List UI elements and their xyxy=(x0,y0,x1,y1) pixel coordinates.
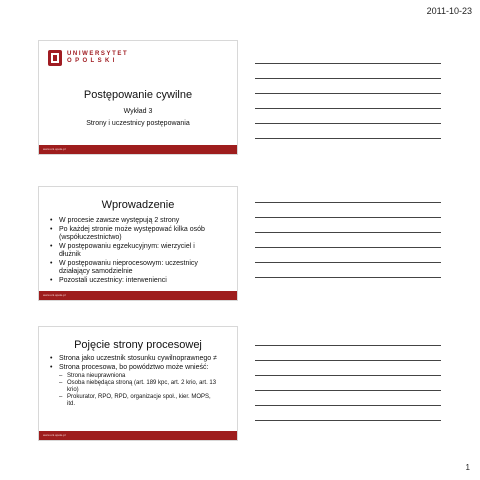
notes-line xyxy=(255,93,441,94)
page-number: 1 xyxy=(465,463,470,472)
slide-title: Wprowadzenie xyxy=(101,199,175,211)
notes-line xyxy=(255,63,441,64)
notes-lines-3 xyxy=(255,345,441,435)
notes-lines-2 xyxy=(255,202,441,292)
slide-footer-url: www.uni.opole.pl xyxy=(43,433,66,437)
slide-footer-url: www.uni.opole.pl xyxy=(43,147,66,151)
slide-footer-bar xyxy=(39,145,237,154)
notes-line xyxy=(255,375,441,376)
notes-line xyxy=(255,390,441,391)
slide-title: Postępowanie cywilne xyxy=(83,89,193,101)
notes-line xyxy=(255,108,441,109)
notes-line xyxy=(255,247,441,248)
bullet-item: • W postępowaniu egzekucyjnym: wierzyciel i dłużnik xyxy=(49,243,217,259)
sub-bullet-item: – Prokurator, RPO, RPD, organizacje społ., kier. MOPS, itd. xyxy=(59,394,217,408)
slide-subtitle-topic: Strony i uczestnicy postępowania xyxy=(86,120,190,127)
notes-line xyxy=(255,360,441,361)
slide-3 xyxy=(38,326,238,441)
bullet-item: • Pozostali uczestnicy: interwenienci xyxy=(49,277,217,285)
university-crest-icon xyxy=(47,49,63,67)
bullet-item-text: Strona procesowa, bo powództwo może wnieść: xyxy=(59,364,209,371)
university-logo xyxy=(47,49,137,69)
sub-bullet-item: – Osoba niebędąca stroną (art. 189 kpc, art. 2 krio, art. 13 krio) xyxy=(59,380,217,394)
slide-2 xyxy=(38,186,238,301)
slide-footer-bar xyxy=(39,291,237,300)
sub-bullet-item: – Strona nieuprawniona xyxy=(59,373,217,380)
bullet-item-with-sublist xyxy=(49,364,217,408)
notes-line xyxy=(255,262,441,263)
notes-lines-1 xyxy=(255,63,441,153)
notes-line xyxy=(255,232,441,233)
slide-footer-url: www.uni.opole.pl xyxy=(43,293,66,297)
notes-line xyxy=(255,420,441,421)
slide-subtitle-lecture: Wykład 3 xyxy=(123,108,153,115)
notes-line xyxy=(255,405,441,406)
bullet-item: • W procesie zawsze występują 2 strony xyxy=(49,217,217,225)
page-date: 2011-10-23 xyxy=(426,6,472,16)
bullet-item: • W postępowaniu nieprocesowym: uczestnicy działający samodzielnie xyxy=(49,260,217,276)
slide-title: Pojęcie strony procesowej xyxy=(74,339,202,351)
bullet-item: • Po każdej stronie może występować kilka osób (współuczestnictwo) xyxy=(49,226,217,242)
notes-line xyxy=(255,345,441,346)
notes-line xyxy=(255,277,441,278)
notes-line xyxy=(255,202,441,203)
notes-line xyxy=(255,123,441,124)
logo-text-line2: OPOLSKI xyxy=(67,58,118,64)
bullet-item: • Strona jako uczestnik stosunku cywilnoprawnego ≠ xyxy=(49,355,217,363)
notes-line xyxy=(255,78,441,79)
logo-text-line1: UNIWERSYTET xyxy=(67,51,129,57)
slide-footer-bar xyxy=(39,431,237,440)
bullet-list xyxy=(49,217,217,286)
slide-1 xyxy=(38,40,238,155)
sub-bullet-list xyxy=(59,373,217,408)
notes-line xyxy=(255,138,441,139)
bullet-list xyxy=(49,355,217,409)
notes-line xyxy=(255,217,441,218)
